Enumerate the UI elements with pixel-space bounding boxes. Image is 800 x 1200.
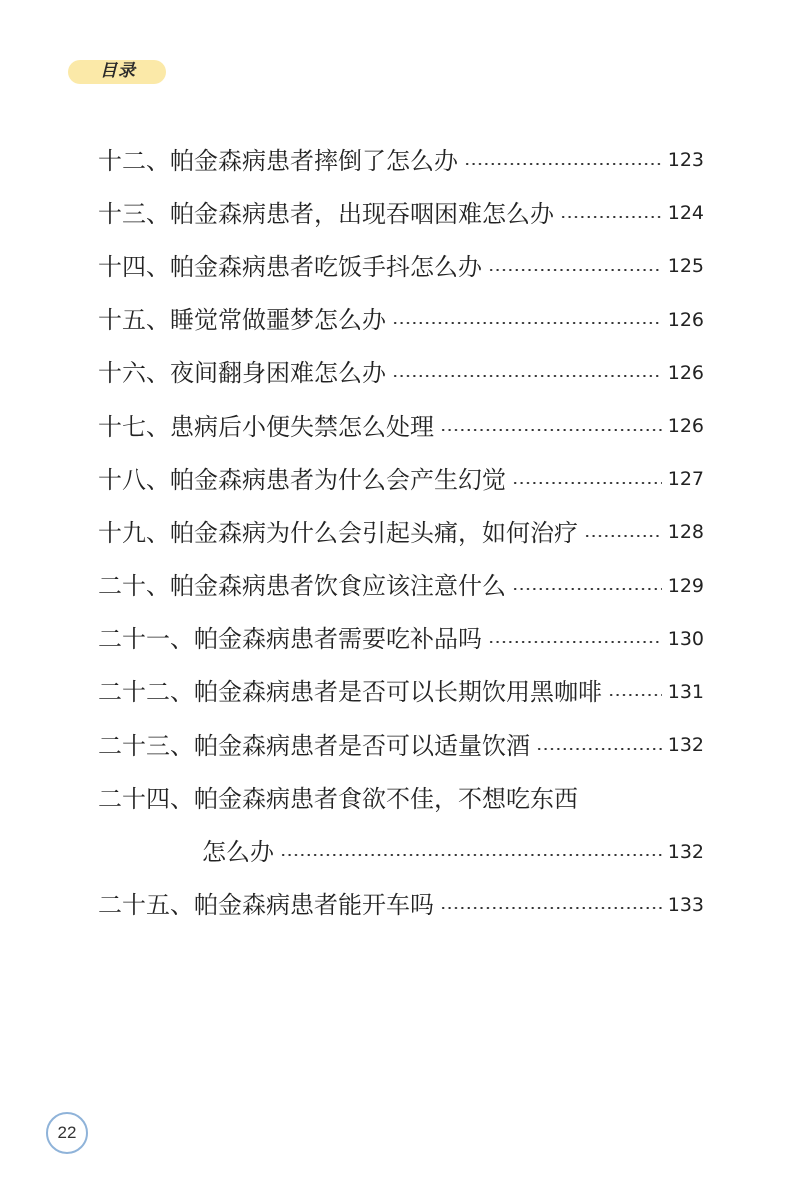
toc-entry-page: 127 <box>667 468 704 491</box>
toc-entry[interactable] <box>98 506 704 559</box>
toc-entry[interactable] <box>98 453 704 506</box>
section-label: 目录 <box>100 61 136 81</box>
page-number: 22 <box>57 1123 77 1142</box>
toc-entry[interactable] <box>98 134 704 187</box>
toc-entry-page: 132 <box>667 734 704 757</box>
toc-entry-page: 125 <box>667 255 704 278</box>
toc-entry[interactable] <box>98 772 704 825</box>
dot-leader <box>392 375 662 377</box>
toc-entry[interactable] <box>98 240 704 293</box>
dot-leader <box>440 429 662 431</box>
toc-entry-page: 126 <box>667 308 704 331</box>
dot-leader <box>440 907 662 909</box>
page-number-badge <box>46 1112 88 1154</box>
toc-entry-page: 133 <box>667 893 704 916</box>
toc-entry-page: 131 <box>667 680 704 703</box>
dot-leader <box>512 588 662 590</box>
dot-leader <box>512 482 662 484</box>
toc-entry-continuation[interactable] <box>98 825 704 878</box>
dot-leader <box>464 163 662 165</box>
toc-entry[interactable] <box>98 613 704 666</box>
toc-entry[interactable] <box>98 560 704 613</box>
dot-leader <box>536 748 662 750</box>
dot-leader <box>488 269 662 271</box>
toc-entry[interactable] <box>98 719 704 772</box>
dot-leader <box>584 535 662 537</box>
toc-entry-title: 二十四、帕金森病患者食欲不佳，不想吃东西 <box>98 784 578 813</box>
toc-entry-title: 二十五、帕金森病患者能开车吗 <box>98 891 434 920</box>
toc-entry-title: 十二、帕金森病患者摔倒了怎么办 <box>98 146 458 175</box>
toc-entry-title: 十六、夜间翻身困难怎么办 <box>98 359 386 388</box>
toc-entry-title: 十七、患病后小便失禁怎么处理 <box>98 412 434 441</box>
toc-entry[interactable] <box>98 879 704 932</box>
toc-entry-page: 126 <box>667 361 704 384</box>
toc-entry-page: 128 <box>667 521 704 544</box>
dot-leader <box>608 694 662 696</box>
toc-entry-title: 十九、帕金森病为什么会引起头痛，如何治疗 <box>98 518 578 547</box>
dot-leader <box>560 216 662 218</box>
dot-leader <box>392 322 662 324</box>
toc-entry-page: 124 <box>667 202 704 225</box>
toc-entry-title: 二十、帕金森病患者饮食应该注意什么 <box>98 572 506 601</box>
toc-entry-title: 二十一、帕金森病患者需要吃补品吗 <box>98 625 482 654</box>
toc-entry[interactable] <box>98 187 704 240</box>
toc-entry-title: 十四、帕金森病患者吃饭手抖怎么办 <box>98 252 482 281</box>
table-of-contents <box>98 134 704 932</box>
toc-entry-title: 十五、睡觉常做噩梦怎么办 <box>98 306 386 335</box>
toc-entry-title: 十八、帕金森病患者为什么会产生幻觉 <box>98 465 506 494</box>
toc-entry-title: 二十二、帕金森病患者是否可以长期饮用黑咖啡 <box>98 678 602 707</box>
toc-entry-page: 129 <box>667 574 704 597</box>
toc-entry-page: 132 <box>667 840 704 863</box>
toc-entry-title: 怎么办 <box>202 838 274 867</box>
toc-entry-page: 123 <box>667 149 704 172</box>
toc-entry-title: 十三、帕金森病患者，出现吞咽困难怎么办 <box>98 199 554 228</box>
toc-entry[interactable] <box>98 666 704 719</box>
dot-leader <box>280 854 662 856</box>
toc-entry-title: 二十三、帕金森病患者是否可以适量饮酒 <box>98 731 530 760</box>
toc-entry-page: 126 <box>667 415 704 438</box>
dot-leader <box>488 641 662 643</box>
toc-entry[interactable] <box>98 347 704 400</box>
toc-entry[interactable] <box>98 400 704 453</box>
toc-entry-page: 130 <box>667 627 704 650</box>
toc-entry[interactable] <box>98 294 704 347</box>
